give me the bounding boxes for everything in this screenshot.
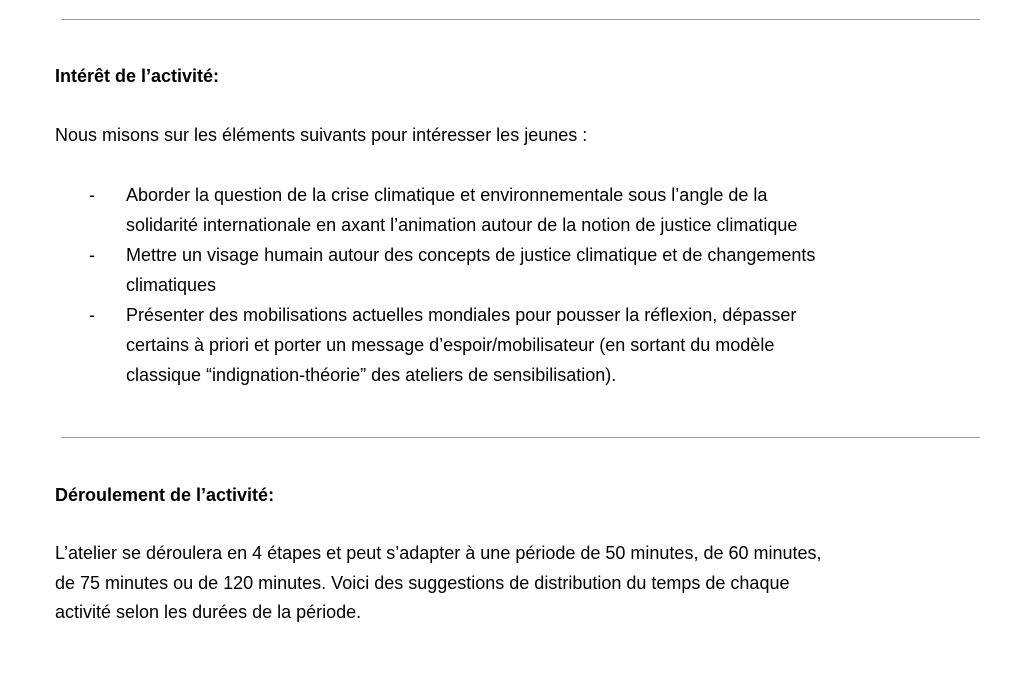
bullet-list bbox=[0, 180, 1024, 390]
bullet-text bbox=[126, 300, 986, 390]
bullet-line: Mettre un visage humain autour des concepts de justice climatique et de changements bbox=[126, 245, 816, 265]
bullet-line: certains à priori et porter un message d’espoir/mobilisateur (en sortant du modèle bbox=[126, 335, 775, 355]
horizontal-divider-top bbox=[61, 19, 980, 20]
section-heading-interet: Intérêt de l’activité: bbox=[55, 66, 220, 86]
bullet-line: solidarité internationale en axant l’animation autour de la notion de justice climatique bbox=[126, 215, 798, 235]
intro-paragraph: Nous misons sur les éléments suivants pour intéresser les jeunes : bbox=[55, 125, 588, 145]
bullet-line: climatiques bbox=[126, 275, 217, 295]
bullet-text bbox=[126, 240, 986, 300]
bullet-dash: - bbox=[89, 245, 95, 265]
bullet-line: Présenter des mobilisations actuelles mondiales pour pousser la réflexion, dépasser bbox=[126, 305, 797, 325]
horizontal-divider-middle bbox=[61, 437, 980, 438]
bullet-dash: - bbox=[89, 185, 95, 205]
paragraph-line: L’atelier se déroulera en 4 étapes et peut s’adapter à une période de 50 minutes, de 60 minutes, bbox=[55, 543, 822, 563]
paragraph-line: de 75 minutes ou de 120 minutes. Voici des suggestions de distribution du temps de chaque bbox=[55, 572, 790, 593]
bullet-text bbox=[126, 180, 986, 240]
deroulement-paragraph bbox=[55, 539, 995, 628]
bullet-line: Aborder la question de la crise climatique et environnementale sous l’angle de la bbox=[126, 185, 768, 205]
section-heading-deroulement: Déroulement de l’activité: bbox=[55, 485, 275, 505]
list-item bbox=[0, 240, 1024, 300]
list-item bbox=[0, 180, 1024, 240]
bullet-line: classique “indignation-théorie” des ateliers de sensibilisation). bbox=[126, 365, 617, 385]
bullet-dash: - bbox=[89, 305, 95, 325]
list-item bbox=[0, 300, 1024, 390]
paragraph-line: activité selon les durées de la période. bbox=[55, 602, 362, 622]
